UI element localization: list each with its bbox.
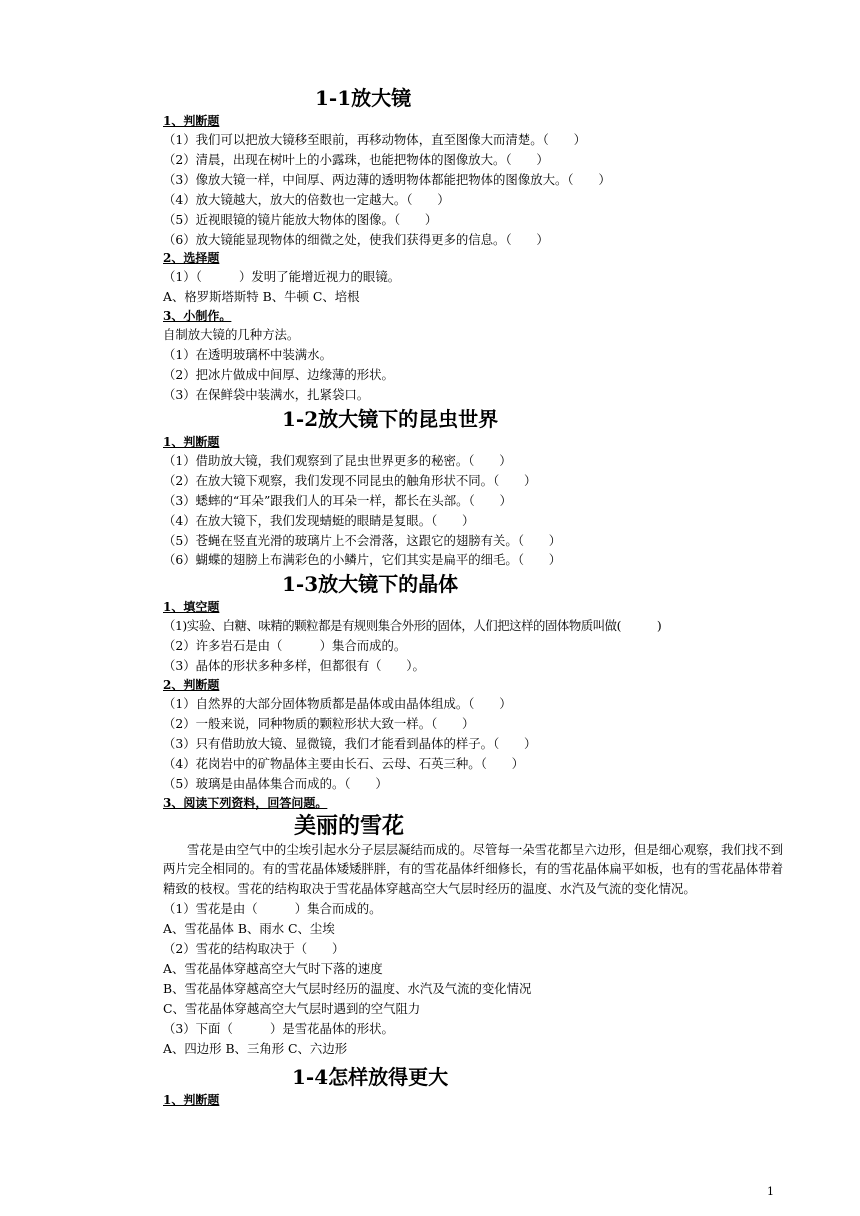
answer-options: A、雪花晶体 B、雨水 C、尘埃 — [163, 921, 335, 937]
question-line: （2）雪花的结构取决于（ ） — [163, 941, 345, 957]
question-line: （3）蟋蟀的“耳朵”跟我们人的耳朵一样，都长在头部。（ ） — [163, 492, 512, 508]
question-line: （1）自然界的大部分固体物质都是晶体或由晶体组成。（ ） — [163, 696, 512, 712]
reading-title: 美丽的雪花 — [294, 812, 405, 839]
section-title-1-3: 1-3放大镜下的晶体 — [282, 572, 459, 597]
answer-options: A、格罗斯塔斯特 B、牛顿 C、培根 — [163, 289, 360, 305]
question-line: （3）下面（ ）是雪花晶体的形状。 — [163, 1020, 394, 1036]
text-line: （3）在保鲜袋中装满水，扎紧袋口。 — [163, 386, 370, 402]
question-line: （3）只有借助放大镜、显微镜，我们才能看到晶体的样子。（ ） — [163, 735, 537, 751]
heading-fill-blank: 1、填空题 — [163, 600, 220, 615]
question-line: （5）近视眼镜的镜片能放大物体的图像。（ ） — [163, 211, 438, 227]
question-line: （2）一般来说，同种物质的颗粒形状大致一样。（ ） — [163, 715, 475, 731]
question-line: （2）许多岩石是由（ ）集合而成的。 — [163, 638, 407, 654]
heading-judgement: 1、判断题 — [163, 1092, 220, 1107]
answer-option: A、雪花晶体穿越高空大气时下落的速度 — [163, 961, 383, 976]
text-line: （1）在透明玻璃杯中装满水。 — [163, 347, 332, 363]
heading-choice: 2、选择题 — [163, 251, 220, 266]
question-line: （1）我们可以把放大镜移至眼前，再移动物体，直至图像大而清楚。（ ） — [163, 132, 586, 147]
question-line: （5）玻璃是由晶体集合而成的。（ ） — [163, 775, 388, 791]
text-line: （2）把冰片做成中间厚、边缘薄的形状。 — [163, 367, 394, 383]
answer-options: A、四边形 B、三角形 C、六边形 — [163, 1040, 348, 1056]
section-title-1-2: 1-2放大镜下的昆虫世界 — [282, 406, 499, 431]
question-line: （1）（ ）发明了能增近视力的眼镜。 — [163, 269, 401, 285]
question-line: （1)实验、白糖、味精的颗粒都是有规则集合外形的固体，人们把这样的固体物质叫做( ) — [163, 618, 662, 634]
heading-judgement: 1、判断题 — [163, 114, 220, 128]
heading-judgement: 2、判断题 — [163, 678, 220, 693]
question-line: （5）苍蝇在竖直光滑的玻璃片上不会滑落，这跟它的翅膀有关。（ ） — [163, 532, 562, 548]
heading-craft: 3、小制作。 — [163, 309, 232, 324]
answer-option: B、雪花晶体穿越高空大气层时经历的温度、水汽及气流的变化情况 — [163, 980, 532, 996]
question-line: （3）像放大镜一样，中间厚、两边薄的透明物体都能把物体的图像放大。（ ） — [163, 171, 611, 187]
text-line: 自制放大镜的几种方法。 — [163, 327, 300, 343]
page-number: 1 — [767, 1185, 774, 1198]
question-line: （4）花岗岩中的矿物晶体主要由长石、云母、石英三种。（ ） — [163, 755, 525, 771]
question-line: （3）晶体的形状多种多样，但都很有（ ）。 — [163, 658, 425, 674]
question-line: （2）在放大镜下观察，我们发现不同昆虫的触角形状不同。（ ） — [163, 472, 537, 488]
reading-paragraph: 雪花是由空气中的尘埃引起水分子层层凝结而成的。尽管每一朵雪花都呈六边形，但是细心观察，我们找不到两片完全相同的。有的雪花晶体矮矮胖胖，有的雪花晶体纤细修长，有的雪花晶体扁平如板，也有的雪花晶体带着精致的枝杈。雪花的结构取决于雪花晶体穿越高空大气层时经历的温度、水汽及气流的变化情况。 — [163, 841, 783, 897]
question-line: （6）放大镜能显现物体的细微之处，使我们获得更多的信息。（ ） — [163, 231, 549, 247]
question-line: （4）在放大镜下，我们发现蜻蜓的眼睛是复眼。（ ） — [163, 512, 475, 528]
question-line: （2）清晨，出现在树叶上的小露珠，也能把物体的图像放大。（ ） — [163, 151, 549, 167]
question-line: （4）放大镜越大，放大的倍数也一定越大。（ ） — [163, 191, 450, 207]
question-line: （1）雪花是由（ ）集合而成的。 — [163, 901, 382, 917]
answer-option: C、雪花晶体穿越高空大气层时遇到的空气阻力 — [163, 1000, 421, 1016]
section-title-1-4: 1-4怎样放得更大 — [292, 1064, 449, 1089]
heading-judgement: 1、判断题 — [163, 434, 220, 449]
question-line: （1）借助放大镜，我们观察到了昆虫世界更多的秘密。（ ） — [163, 452, 512, 468]
heading-reading: 3、阅读下列资料，回答问题。 — [163, 795, 328, 810]
question-line: （6）蝴蝶的翅膀上布满彩色的小鳞片，它们其实是扁平的细毛。（ ） — [163, 552, 562, 568]
document-content — [163, 84, 783, 1109]
section-title-1-1: 1-1放大镜 — [315, 86, 412, 110]
